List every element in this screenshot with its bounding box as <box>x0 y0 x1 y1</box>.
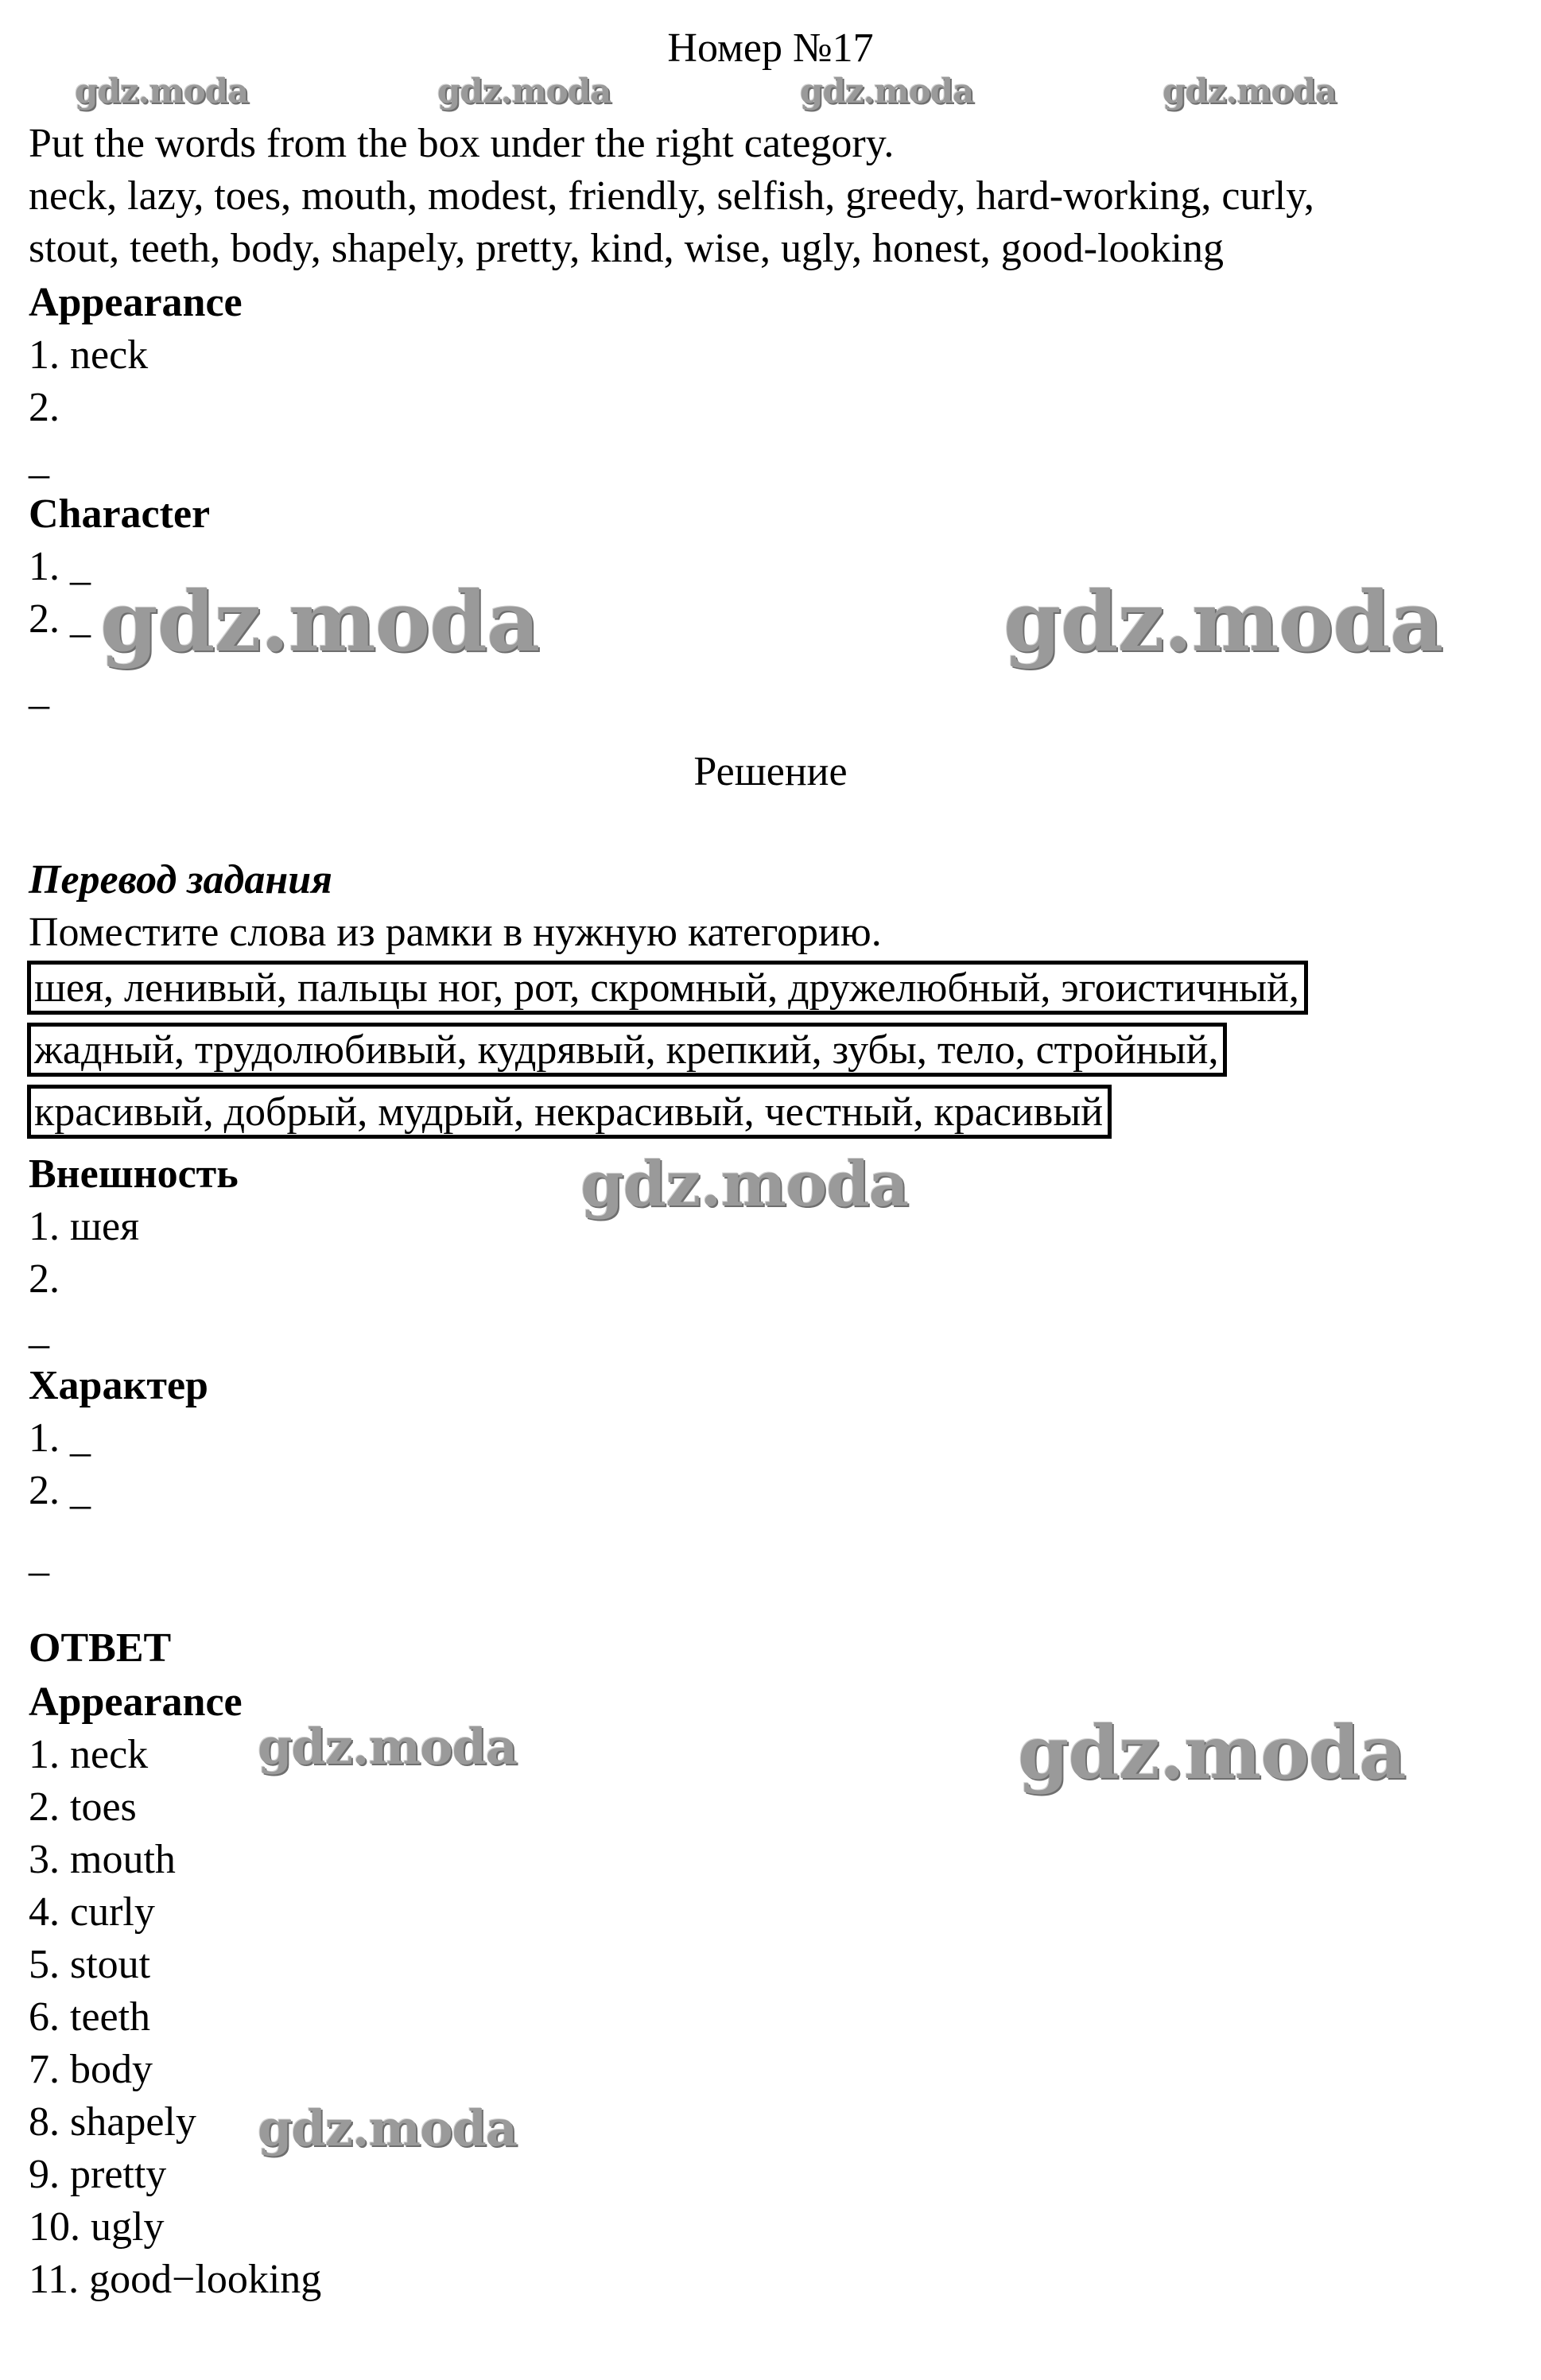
page-title: Номер №17 <box>667 25 874 71</box>
watermark: gdz.moda <box>800 72 974 111</box>
answer-item: 4. curly <box>29 1889 155 1935</box>
solution-title: Решение <box>693 749 848 794</box>
answer-item: 11. good−looking <box>29 2257 322 2302</box>
list-item: 2. _ <box>29 1468 91 1513</box>
translation-heading: Перевод задания <box>29 857 332 903</box>
answer-item: 9. pretty <box>29 2152 167 2197</box>
watermark: gdz.moda <box>258 2099 517 2157</box>
answer-item: 6. teeth <box>29 1994 151 2040</box>
list-item: _ <box>29 1307 49 1353</box>
list-item: 1. _ <box>29 544 91 589</box>
section-heading-character: Характер <box>29 1363 208 1408</box>
answer-item: 10. ugly <box>29 2204 165 2250</box>
list-item: 2. <box>29 1256 60 1302</box>
section-heading-appearance: Appearance <box>29 280 243 325</box>
task-words-line: stout, teeth, body, shapely, pretty, kind, wise, ugly, honest, good-looking <box>29 226 1224 271</box>
list-item: 2. _ <box>29 596 91 642</box>
section-heading-appearance: Внешность <box>29 1151 239 1197</box>
list-item: 1. _ <box>29 1415 91 1461</box>
task-words-line: neck, lazy, toes, mouth, modest, friendly, selfish, greedy, hard-working, curly, <box>29 173 1314 219</box>
answer-item: 2. toes <box>29 1784 137 1830</box>
watermark: gdz.moda <box>437 72 611 111</box>
answer-item: 3. mouth <box>29 1837 176 1882</box>
list-item: 1. neck <box>29 332 149 378</box>
word-box-line: шея, ленивый, пальцы ног, рот, скромный, дружелюбный, эгоистичный, <box>27 961 1308 1015</box>
list-item: 2. <box>29 385 60 430</box>
watermark: gdz.moda <box>1018 1710 1406 1796</box>
answer-item: 1. neck <box>29 1732 149 1777</box>
section-heading-appearance: Appearance <box>29 1679 243 1725</box>
watermark: gdz.moda <box>1163 72 1337 111</box>
list-item: _ <box>29 1535 49 1580</box>
watermark: gdz.moda <box>580 1148 909 1221</box>
watermark: gdz.moda <box>75 72 249 111</box>
answer-item: 5. stout <box>29 1942 151 1987</box>
watermark: gdz.moda <box>1003 573 1443 670</box>
section-heading-character: Character <box>29 491 211 537</box>
translation-instruction: Поместите слова из рамки в нужную категорию. <box>29 910 882 955</box>
word-box-line: жадный, трудолюбивый, кудрявый, крепкий, зубы, тело, стройный, <box>27 1023 1227 1077</box>
list-item: 1. шея <box>29 1204 140 1249</box>
word-box-line: красивый, добрый, мудрый, некрасивый, честный, красивый <box>27 1085 1112 1139</box>
task-instruction: Put the words from the box under the right category. <box>29 121 895 166</box>
answer-item: 8. shapely <box>29 2099 196 2145</box>
list-item: _ <box>29 668 49 713</box>
answer-item: 7. body <box>29 2047 153 2092</box>
watermark: gdz.moda <box>258 1718 517 1776</box>
watermark: gdz.moda <box>100 573 540 670</box>
list-item: _ <box>29 437 49 483</box>
answer-heading: ОТВЕТ <box>29 1625 172 1671</box>
